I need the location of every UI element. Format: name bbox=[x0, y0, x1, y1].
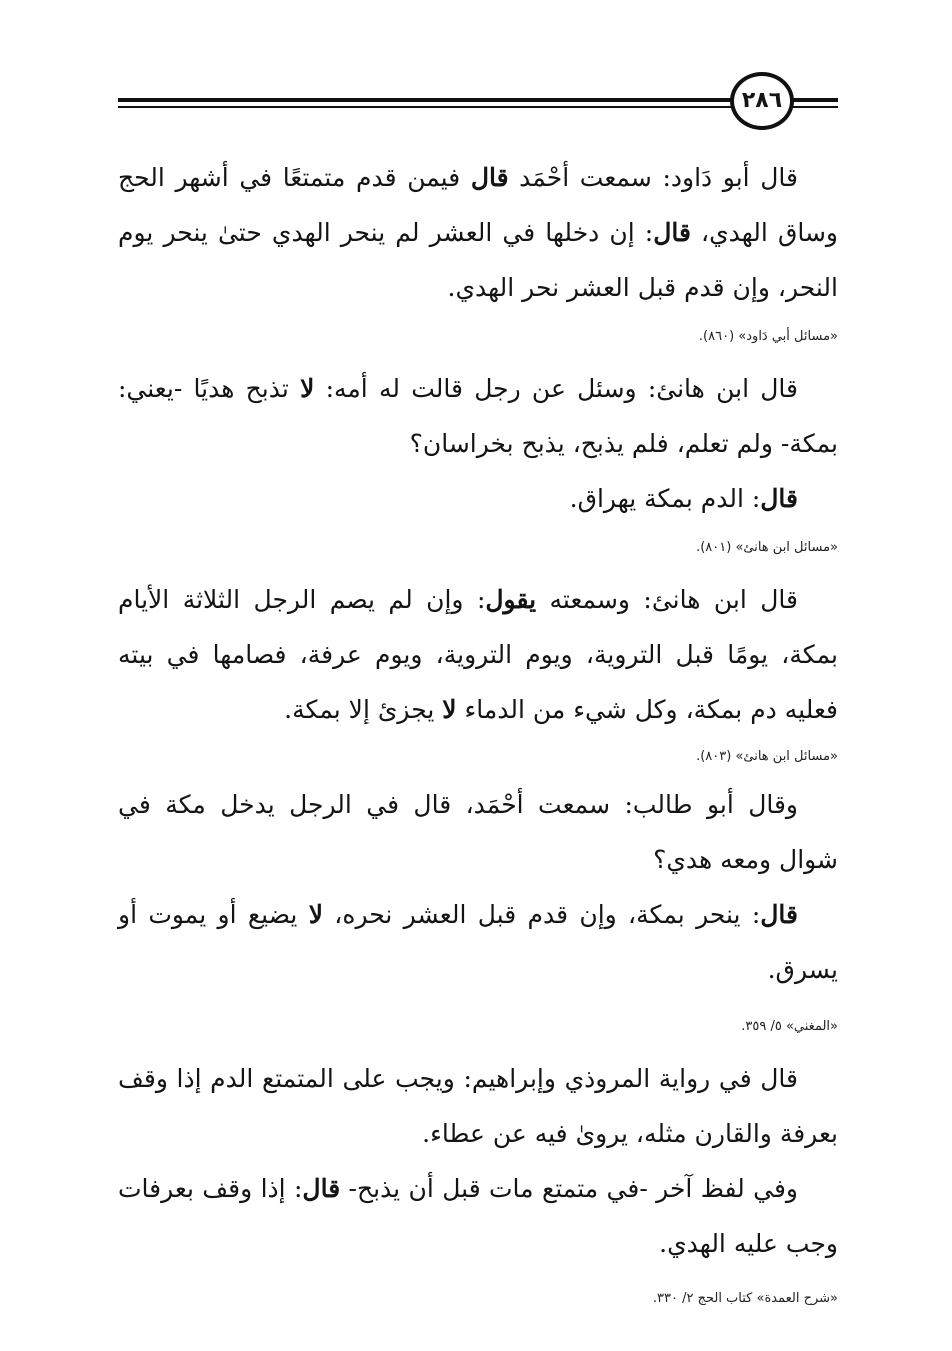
paragraph-abu-talib-question: وقال أبو طالب: سمعت أحْمَد، قال في الرجل يدخل مكة في شوال ومعه هدي؟ bbox=[118, 790, 838, 874]
paragraph-ibn-hani-answer: قال: الدم بمكة يهراق. bbox=[569, 484, 798, 513]
source-citation: «مسائل ابن هانئ» (٨٠٣). bbox=[696, 749, 838, 764]
page-number-text: ٢٨٦ bbox=[741, 88, 783, 113]
source-citation: «المغني» ٥/ ٣٥٩. bbox=[741, 1019, 838, 1034]
paragraph-marwazi: قال في رواية المروذي وإبراهيم: ويجب على المتمتع الدم إذا وقف بعرفة والقارن مثله، يروىٰ فيه عن عطاء. bbox=[118, 1064, 838, 1148]
source-citation: «شرح العمدة» كتاب الحج ٢/ ٣٣٠. bbox=[652, 1291, 838, 1306]
page-number bbox=[730, 72, 794, 130]
paragraph-ibn-hani-question: قال ابن هانئ: وسئل عن رجل قالت له أمه: لا تذبح هديًا -يعني: بمكة- ولم تعلم، فلم يذبح، يذبح بخراسان؟ bbox=[118, 374, 838, 458]
paragraph-abu-dawud: قال أبو دَاود: سمعت أحْمَد قال فيمن قدم متمتعًا في أشهر الحج وساق الهدي، قال: إن دخلها في العشر لم ينحر الهدي حتىٰ ينحر يوم النحر، وإن قدم قبل العشر نحر الهدي. bbox=[118, 163, 838, 302]
paragraph-abu-talib-answer: قال: ينحر بمكة، وإن قدم قبل العشر نحره، لا يضيع أو يموت أو يسرق. bbox=[118, 900, 838, 984]
page-body bbox=[118, 150, 838, 1309]
paragraph-other-wording: وفي لفظ آخر -في متمتع مات قبل أن يذبح- قال: إذا وقف بعرفات وجب عليه الهدي. bbox=[118, 1174, 838, 1258]
source-citation: «مسائل أبي دَاود» (٨٦٠). bbox=[698, 329, 838, 344]
source-citation: «مسائل ابن هانئ» (٨٠١). bbox=[696, 540, 838, 555]
paragraph-ibn-hani-fasting: قال ابن هانئ: وسمعته يقول: وإن لم يصم الرجل الثلاثة الأيام بمكة، يومًا قبل التروية، ويوم التروية، ويوم عرفة، فصامها في بيته فعليه دم بمكة، وكل شيء من الدماء لا يجزئ إلا بمكة. bbox=[118, 585, 838, 724]
